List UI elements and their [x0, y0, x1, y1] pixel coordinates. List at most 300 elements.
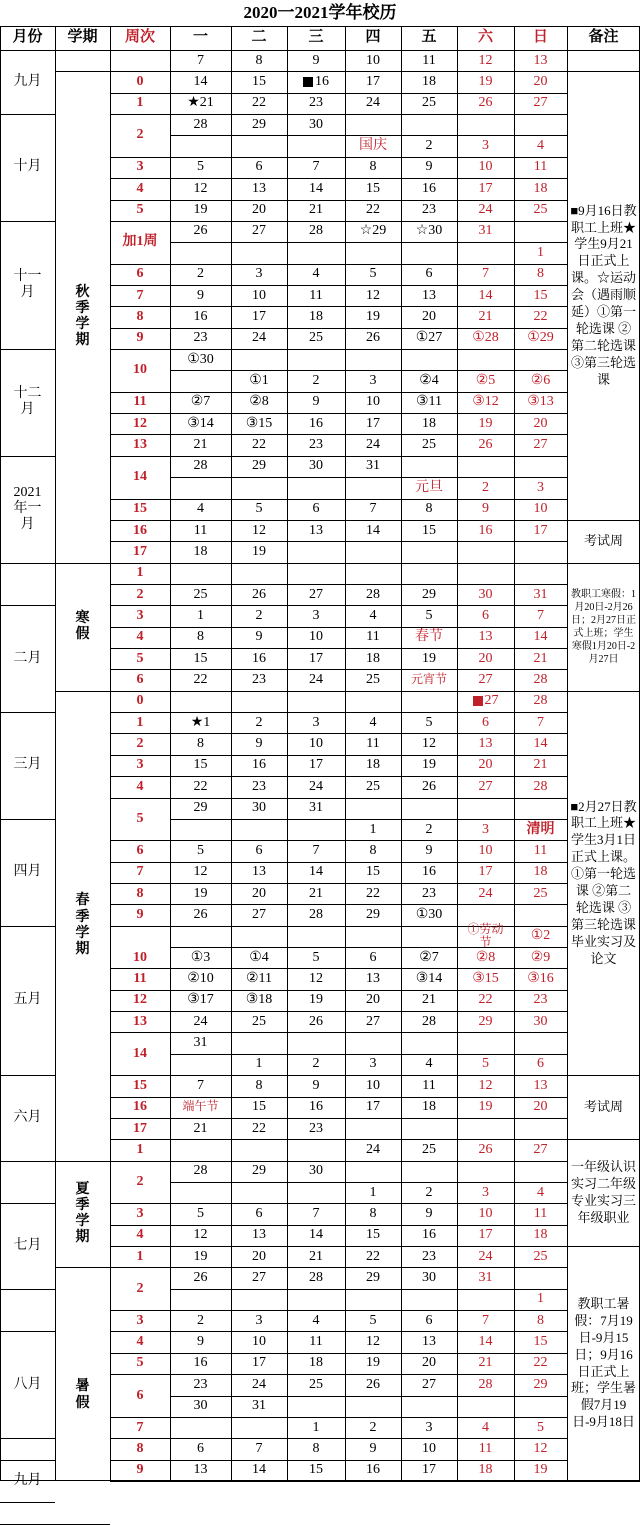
day-cell — [401, 349, 457, 370]
day-number: 16 — [315, 73, 329, 89]
day-cell: 31 — [252, 1398, 266, 1414]
header-4: 二 — [251, 29, 267, 46]
day-cell — [170, 563, 231, 584]
header-8: 六 — [477, 29, 493, 46]
day-cell — [345, 1118, 401, 1139]
month-label: 2021 年一 月 — [13, 485, 42, 533]
day-cell: 5 — [197, 842, 204, 858]
day-cell: 16 — [252, 757, 266, 773]
day-cell: 10 — [309, 736, 323, 752]
day-cell — [457, 541, 514, 562]
day-cell: ①1 — [249, 372, 269, 388]
remark-text: 教职工寒假：1月20日-2月26日；2月27日正式上班；学生寒假1月20日-2月27日 — [571, 588, 636, 665]
day-cell: 22 — [533, 308, 548, 324]
week-number: 9 — [136, 330, 144, 346]
day-cell: 11 — [422, 1077, 436, 1093]
header-6: 四 — [365, 29, 381, 46]
month-label — [0, 563, 55, 606]
day-cell: 3 — [255, 266, 263, 282]
day-cell: 7 — [197, 1077, 204, 1093]
day-cell: 28 — [309, 1270, 323, 1286]
day-cell: 30 — [422, 1270, 436, 1286]
day-cell: 26 — [478, 437, 493, 453]
day-cell: ①29 — [527, 330, 554, 346]
day-cell: 9 — [255, 629, 263, 645]
week-number: 16 — [133, 1099, 147, 1115]
day-cell — [345, 349, 401, 370]
day-cell: 30 — [193, 1398, 208, 1414]
day-cell: 26 — [366, 330, 380, 346]
day-cell: 3 — [425, 1419, 433, 1435]
day-cell — [287, 563, 345, 584]
day-cell: 30 — [309, 458, 323, 474]
day-cell: 3 — [255, 1312, 263, 1328]
day-cell: ③12 — [472, 394, 499, 410]
day-cell: 5 — [537, 1419, 544, 1435]
day-cell: 6 — [369, 949, 377, 965]
day-cell — [457, 798, 514, 819]
week-number: 7 — [136, 1419, 144, 1435]
day-cell: 2 — [255, 714, 263, 730]
week-number: 4 — [136, 1334, 144, 1350]
day-cell: 18 — [478, 1462, 493, 1478]
day-cell — [345, 1396, 401, 1417]
day-cell: 19 — [366, 308, 380, 324]
page-title: 2020一2021学年校历 — [243, 3, 397, 22]
day-cell: 16 — [193, 1355, 208, 1371]
day-cell: 17 — [366, 73, 380, 89]
day-cell: ③16 — [527, 971, 554, 987]
day-cell: 11 — [309, 287, 323, 303]
week-number: 5 — [136, 810, 144, 826]
day-cell — [287, 349, 345, 370]
week-number: 4 — [136, 180, 144, 196]
day-cell: 9 — [197, 287, 204, 303]
day-cell: 31 — [309, 800, 323, 816]
day-cell: 23 — [252, 778, 266, 794]
day-cell: 5 — [369, 1312, 377, 1328]
day-cell: 清明 — [526, 821, 555, 837]
remark-text: ■9月16日教职工上班★学生9月21日正式上课。☆运动会（遇雨顺延）①第一轮选课 ②第二轮选课 ③第三轮选课 — [570, 202, 637, 387]
week-number: 1 — [136, 95, 144, 111]
day-cell — [514, 349, 567, 370]
column-border — [0, 26, 1, 1481]
day-cell: 12 — [422, 736, 436, 752]
day-cell — [457, 456, 514, 477]
day-cell: 15 — [422, 522, 436, 538]
day-cell: 21 — [533, 757, 548, 773]
month-label: 二月 — [13, 650, 42, 666]
week-number: 13 — [133, 437, 147, 453]
week-number: 16 — [133, 522, 147, 538]
day-cell: 22 — [193, 778, 208, 794]
day-cell: 6 — [482, 607, 489, 623]
week-number: 15 — [133, 1077, 147, 1093]
day-cell: 25 — [309, 330, 323, 346]
day-cell: 29 — [533, 1376, 548, 1392]
column-border — [287, 26, 288, 1481]
day-cell — [170, 1417, 231, 1438]
day-cell — [287, 1396, 345, 1417]
day-cell: 端午节 — [182, 1099, 219, 1114]
week-number: 6 — [136, 1387, 144, 1403]
day-cell: 27 — [533, 437, 548, 453]
month-label: 九月 — [13, 73, 42, 89]
day-cell: 12 — [478, 52, 493, 68]
day-cell: 31 — [533, 586, 548, 602]
day-cell: 8 — [255, 1077, 263, 1093]
day-cell: 18 — [366, 650, 380, 666]
week-number: 10 — [133, 949, 147, 965]
day-cell: 27 — [478, 778, 493, 794]
day-cell: ③15 — [472, 971, 499, 987]
day-cell — [401, 456, 457, 477]
day-cell: 17 — [309, 650, 323, 666]
week-number: 17 — [133, 543, 147, 559]
week-number: 1 — [136, 714, 144, 730]
day-cell: 27 — [478, 672, 493, 687]
day-cell: 17 — [252, 1355, 266, 1371]
day-cell: 1 — [537, 1291, 544, 1307]
day-cell: 3 — [369, 372, 377, 388]
day-cell: 20 — [478, 650, 493, 666]
month-label: 九月 — [13, 1472, 42, 1488]
day-cell: 8 — [369, 842, 377, 858]
week-number: 2 — [136, 127, 144, 143]
week-number: 3 — [136, 1205, 144, 1221]
day-cell: 25 — [533, 885, 548, 901]
day-cell: 26 — [193, 906, 208, 922]
day-cell: 5 — [482, 1056, 489, 1072]
day-cell: 28 — [309, 906, 323, 922]
day-cell: 10 — [478, 842, 493, 858]
day-cell — [231, 1417, 287, 1438]
day-cell — [514, 456, 567, 477]
day-cell: 21 — [478, 308, 493, 324]
day-cell: 12 — [366, 1334, 380, 1350]
day-cell — [514, 1118, 567, 1139]
day-cell: 6 — [537, 1056, 544, 1072]
day-cell: ②11 — [245, 971, 273, 987]
remark-text: ■2月27日教职工上班★学生3月1日正式上课。①第一轮选课 ②第二轮选课 ③第三轮选课毕业实习及论文 — [570, 798, 637, 966]
day-cell: 20 — [478, 757, 493, 773]
day-cell: 5 — [255, 501, 263, 517]
day-cell: 8 — [537, 1312, 544, 1328]
day-cell: 21 — [422, 992, 436, 1008]
day-cell: 20 — [533, 73, 548, 89]
day-cell: 23 — [422, 1248, 436, 1264]
day-cell — [287, 477, 345, 498]
day-cell: 27 — [422, 1376, 436, 1392]
day-cell: 18 — [366, 757, 380, 773]
day-cell: 13 — [252, 864, 266, 880]
day-cell — [287, 71, 345, 92]
day-cell: 27 — [366, 1013, 380, 1029]
day-cell: ②6 — [530, 372, 551, 388]
day-cell: 10 — [252, 287, 266, 303]
square-marker-icon — [473, 696, 483, 706]
day-cell: 23 — [309, 95, 323, 111]
day-cell: 6 — [255, 1205, 263, 1221]
day-cell: 8 — [255, 52, 263, 68]
day-cell: 24 — [478, 202, 493, 218]
day-cell — [170, 926, 231, 947]
day-cell: ③14 — [187, 415, 214, 431]
week-number: 13 — [133, 1013, 147, 1029]
day-cell: 5 — [312, 949, 320, 965]
day-cell: 6 — [482, 714, 489, 730]
day-cell: 14 — [478, 1334, 493, 1350]
day-cell: 18 — [193, 543, 208, 559]
day-cell: ①2 — [530, 928, 551, 944]
day-cell: 26 — [366, 1376, 380, 1392]
day-cell: 9 — [312, 394, 320, 410]
remark-text: 教职工暑假：7月19日-9月15日；9月16日正式上班；学生暑假7月19日-9月18日 — [570, 1295, 636, 1430]
day-cell: 28 — [533, 672, 548, 687]
day-cell: 29 — [252, 458, 266, 474]
day-cell: 25 — [422, 95, 436, 111]
day-cell: 19 — [422, 757, 436, 773]
week-number: 6 — [136, 842, 144, 858]
day-cell: 25 — [533, 202, 548, 218]
day-cell: 19 — [478, 415, 493, 431]
day-cell: 28 — [366, 586, 380, 602]
month-label: 十一 月 — [13, 268, 42, 300]
day-cell: 25 — [366, 672, 380, 687]
day-cell: 13 — [309, 522, 323, 538]
day-cell: 23 — [193, 1376, 208, 1392]
day-cell: 7 — [537, 607, 544, 623]
week-number: 0 — [136, 693, 144, 709]
day-cell: 17 — [309, 757, 323, 773]
day-cell — [457, 691, 514, 712]
day-cell: 13 — [193, 1462, 208, 1478]
day-cell: 12 — [533, 1440, 548, 1456]
day-cell: 5 — [197, 159, 204, 175]
week-number: 12 — [133, 415, 147, 431]
day-cell: 15 — [366, 1227, 380, 1243]
day-cell: 20 — [533, 415, 548, 431]
month-label: 三月 — [13, 757, 42, 773]
day-cell — [170, 1054, 231, 1075]
day-cell: 24 — [366, 95, 380, 111]
day-cell: 22 — [366, 1248, 380, 1264]
day-cell: 19 — [422, 650, 436, 666]
table-top-border — [0, 26, 640, 27]
column-border — [231, 26, 232, 1481]
day-cell: 16 — [422, 864, 436, 880]
day-cell — [170, 1182, 231, 1203]
day-cell: 2 — [312, 372, 320, 388]
day-cell: ②8 — [475, 949, 496, 965]
day-cell: 16 — [478, 522, 493, 538]
day-cell: 5 — [369, 266, 377, 282]
day-cell: 20 — [252, 202, 266, 218]
day-cell: 18 — [422, 73, 436, 89]
day-cell: 24 — [478, 1248, 493, 1264]
day-cell — [457, 1289, 514, 1310]
day-cell — [514, 904, 567, 925]
day-cell — [170, 1289, 231, 1310]
week-number: 3 — [136, 159, 144, 175]
day-cell — [401, 1396, 457, 1417]
day-cell — [457, 114, 514, 135]
week-number: 8 — [136, 1440, 144, 1456]
day-cell: 11 — [478, 1440, 493, 1456]
day-cell: 2 — [482, 479, 489, 495]
day-cell: 1 — [312, 1419, 320, 1435]
day-cell: 16 — [366, 1462, 380, 1478]
day-cell: 25 — [533, 1248, 548, 1264]
day-cell: 21 — [533, 650, 548, 666]
day-cell: 27 — [533, 1141, 548, 1157]
day-cell: 10 — [478, 1205, 493, 1221]
day-cell — [345, 477, 401, 498]
column-border — [170, 26, 171, 1481]
day-cell: 13 — [533, 1077, 548, 1093]
day-cell: 7 — [255, 1440, 263, 1456]
day-cell: 17 — [533, 522, 548, 538]
week-number: 6 — [136, 672, 144, 687]
day-cell: ③15 — [245, 415, 273, 431]
day-cell — [287, 926, 345, 947]
day-cell: 26 — [422, 778, 436, 794]
day-cell — [401, 1161, 457, 1182]
day-cell: 元宵节 — [410, 672, 447, 687]
day-cell — [457, 1396, 514, 1417]
day-cell: ①30 — [415, 906, 443, 922]
day-cell: 15 — [533, 1334, 548, 1350]
day-cell: 3 — [482, 138, 489, 154]
day-cell — [170, 242, 231, 263]
day-cell: 26 — [193, 223, 208, 239]
day-cell: 7 — [197, 52, 204, 68]
day-cell: 17 — [478, 864, 493, 880]
day-cell: 8 — [537, 266, 544, 282]
day-cell: 9 — [369, 1440, 377, 1456]
day-cell — [231, 1032, 287, 1053]
day-cell: 8 — [312, 1440, 320, 1456]
day-cell: 3 — [482, 821, 489, 837]
day-cell: 19 — [309, 992, 323, 1008]
day-cell: 1 — [197, 607, 204, 623]
day-cell — [345, 242, 401, 263]
day-cell: 4 — [537, 1184, 544, 1200]
day-cell: 28 — [478, 1376, 493, 1392]
remark-text: 考试周 — [583, 1098, 623, 1114]
day-cell: 18 — [309, 308, 323, 324]
day-cell — [231, 1289, 287, 1310]
day-cell — [231, 691, 287, 712]
day-cell: 21 — [193, 1120, 208, 1136]
day-cell: 7 — [482, 1312, 489, 1328]
month-label — [0, 1502, 55, 1523]
day-cell: 10 — [252, 1334, 266, 1350]
day-cell: 6 — [425, 1312, 433, 1328]
header-5: 三 — [308, 29, 324, 46]
day-cell: 2 — [312, 1056, 320, 1072]
day-cell: 28 — [533, 778, 548, 794]
day-cell: 9 — [312, 52, 320, 68]
day-cell: 15 — [252, 73, 266, 89]
day-cell: 8 — [369, 1205, 377, 1221]
day-cell — [170, 1139, 231, 1160]
day-cell: 25 — [309, 1376, 323, 1392]
day-cell: 11 — [533, 842, 548, 858]
day-cell: 4 — [369, 607, 377, 623]
column-border — [55, 26, 56, 1481]
day-cell: 1 — [255, 1056, 263, 1072]
day-cell: 2 — [425, 1184, 433, 1200]
day-cell: 7 — [537, 714, 544, 730]
day-cell: 8 — [369, 159, 377, 175]
semester-label: 春 季 学 期 — [75, 893, 90, 957]
day-cell: 春节 — [415, 629, 443, 645]
day-cell: 6 — [255, 159, 263, 175]
day-cell: 15 — [533, 287, 548, 303]
day-cell: 21 — [193, 437, 208, 453]
day-cell — [514, 114, 567, 135]
day-cell: 16 — [252, 650, 266, 666]
day-cell — [170, 370, 231, 391]
day-cell: 10 — [533, 501, 548, 517]
day-cell: 12 — [366, 287, 380, 303]
week-number: 2 — [136, 736, 144, 752]
column-border — [345, 26, 346, 1481]
header-9: 日 — [532, 29, 548, 46]
day-cell: ②7 — [190, 394, 211, 410]
day-cell — [345, 1289, 401, 1310]
day-cell — [345, 691, 401, 712]
day-cell: 6 — [197, 1440, 204, 1456]
day-cell: 20 — [422, 308, 436, 324]
column-border — [457, 26, 458, 1481]
day-cell: 19 — [366, 1355, 380, 1371]
day-cell: 元旦 — [415, 479, 443, 495]
day-cell: 25 — [422, 437, 436, 453]
day-cell — [345, 1032, 401, 1053]
week-number: 4 — [136, 1227, 144, 1243]
day-cell: ☆30 — [415, 223, 443, 239]
day-cell: 31 — [478, 1270, 493, 1286]
day-cell — [170, 477, 231, 498]
day-cell: 26 — [309, 1013, 323, 1029]
day-cell: 19 — [193, 885, 208, 901]
day-cell: 23 — [309, 437, 323, 453]
day-cell — [170, 691, 231, 712]
day-cell: 7 — [312, 159, 320, 175]
week-number: 4 — [136, 629, 144, 645]
day-cell: ③13 — [527, 394, 554, 410]
day-cell — [457, 1032, 514, 1053]
day-cell: 11 — [422, 52, 436, 68]
day-cell: 16 — [193, 308, 208, 324]
day-cell: 3 — [312, 714, 320, 730]
day-cell: 3 — [369, 1056, 377, 1072]
day-cell: 11 — [366, 629, 380, 645]
day-cell: 4 — [369, 714, 377, 730]
day-cell: 22 — [478, 992, 493, 1008]
day-cell: 国庆 — [359, 138, 387, 154]
day-cell: 24 — [309, 778, 323, 794]
day-cell: 9 — [425, 1205, 433, 1221]
day-cell: 8 — [197, 736, 204, 752]
day-cell: 24 — [252, 1376, 266, 1392]
remark-text: 一年级认识实习二年级专业实习三年级职业 — [570, 1158, 636, 1225]
day-cell: 13 — [252, 180, 266, 196]
day-cell: 22 — [252, 95, 266, 111]
day-cell: 2 — [197, 266, 204, 282]
